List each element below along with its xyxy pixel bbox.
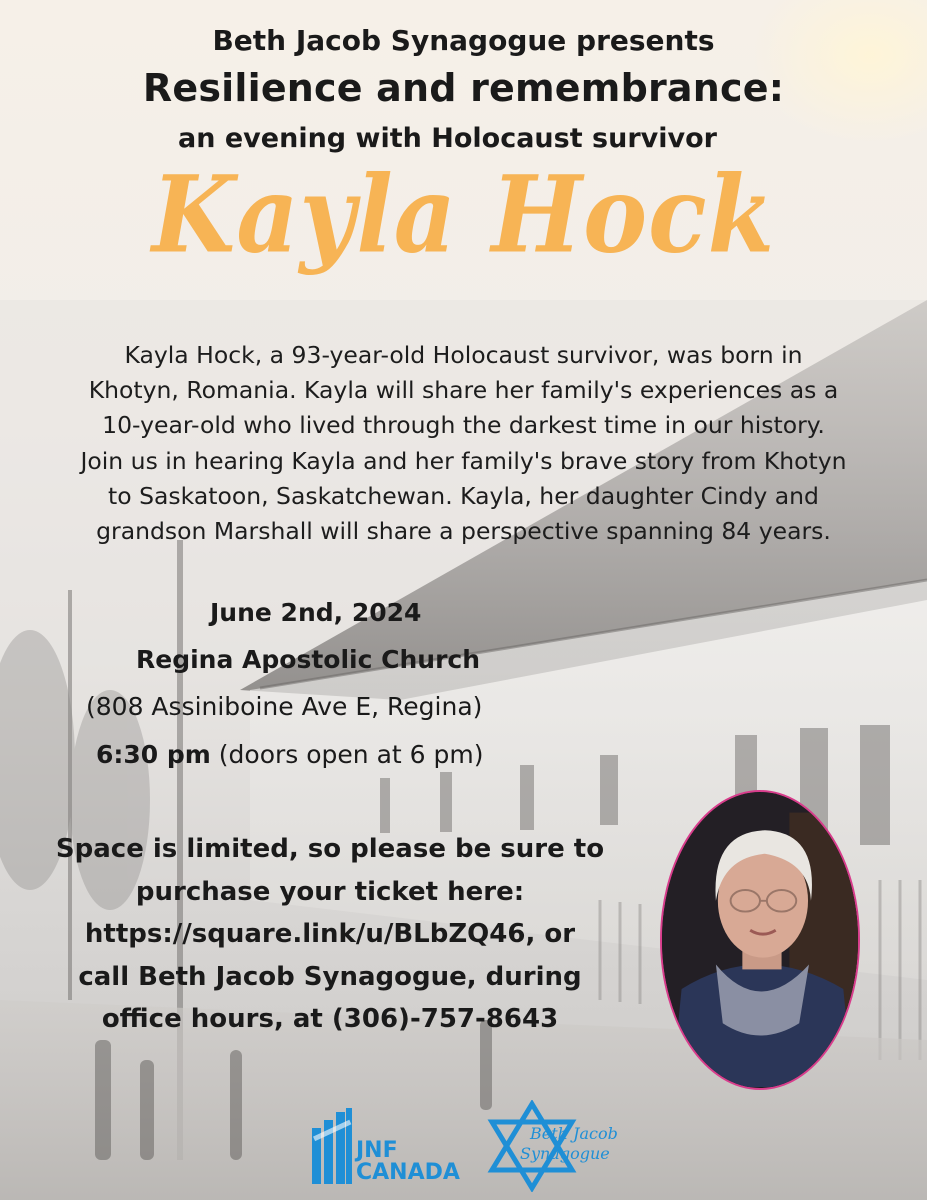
- beth-jacob-logo: [486, 1100, 618, 1192]
- presenter-line: Beth Jacob Synagogue presents: [212, 24, 715, 57]
- event-time-line: [96, 740, 484, 769]
- ticket-link[interactable]: https://square.link/u/BLbZQ46, or: [84, 919, 576, 949]
- jnf-logo-subtext: CANADA: [356, 1160, 460, 1185]
- event-date: June 2nd, 2024: [210, 598, 422, 627]
- ticket-line: Space is limited, so please be sure to: [55, 834, 605, 864]
- ticket-info: [10, 828, 650, 1041]
- speaker-portrait: [660, 790, 860, 1090]
- description-line: grandson Marshall will share a perspective spanning 84 years.: [96, 517, 831, 546]
- jnf-bars-icon: [310, 1108, 354, 1186]
- event-title: Resilience and remembrance:: [142, 66, 785, 110]
- description-line: to Saskatoon, Saskatchewan. Kayla, her daughter Cindy and: [108, 481, 819, 510]
- portrait-illustration: [662, 792, 858, 1088]
- event-description: [18, 338, 909, 549]
- ticket-line: call Beth Jacob Synagogue, during: [78, 961, 582, 992]
- beth-jacob-logo-subtext: Synagogue: [520, 1144, 610, 1163]
- ticket-line: purchase your ticket here:: [135, 876, 525, 907]
- description-line: Join us in hearing Kayla and her family's brave story from Khotyn: [80, 446, 847, 475]
- event-address: (808 Assiniboine Ave E, Regina): [86, 692, 483, 721]
- doors-open-note: (doors open at 6 pm): [218, 740, 484, 769]
- event-time: 6:30 pm: [96, 740, 211, 769]
- event-subtitle: an evening with Holocaust survivor: [178, 123, 717, 154]
- description-line: Kayla Hock, a 93-year-old Holocaust survivor, was born in: [124, 341, 803, 369]
- description-line: 10-year-old who lived through the darkest time in our history.: [102, 411, 825, 440]
- beth-jacob-logo-text: Beth Jacob: [530, 1124, 618, 1143]
- jnf-canada-logo: [310, 1108, 470, 1186]
- event-venue: Regina Apostolic Church: [136, 645, 481, 674]
- description-line: Khotyn, Romania. Kayla will share her family's experiences as a: [88, 376, 839, 405]
- jnf-logo-text: JNF: [356, 1138, 398, 1163]
- ticket-phone: office hours, at (306)-757-8643: [101, 1004, 559, 1034]
- speaker-name: Kayla Hock: [151, 152, 776, 277]
